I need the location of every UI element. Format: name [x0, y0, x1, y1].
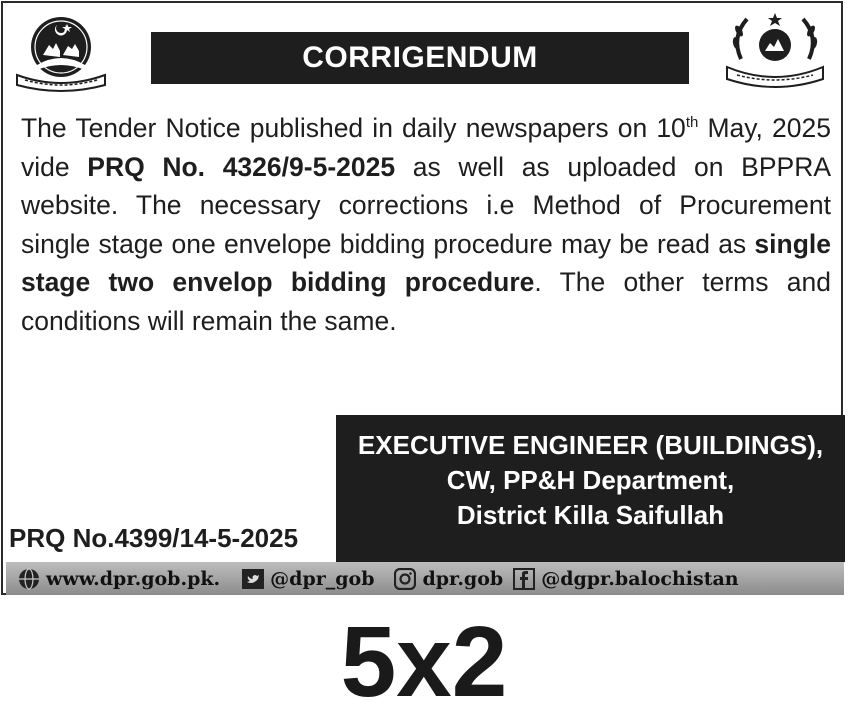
- footer-website[interactable]: www.dpr.gob.pk.: [18, 568, 220, 590]
- social-footer: [6, 562, 844, 595]
- footer-twitter[interactable]: @dpr_gob: [242, 568, 374, 590]
- notice-body: The Tender Notice published in daily newspapers on 10th May, 2025 vide PRQ No. 4326/9-5-2025 as well as uploaded on BPPRA website. The necessary corrections i.e Method of Procurement single stage one envelope bidding procedure may be read as single stage two envelop bidding procedure. The other terms and conditions will remain the same.: [21, 113, 832, 336]
- signatory-department: CW, PP&H Department,: [446, 465, 735, 495]
- corrected-procedure: single stage two envelop bidding procedure: [21, 228, 831, 297]
- page-title: CORRIGENDUM: [151, 32, 689, 84]
- facebook-icon: [513, 568, 535, 590]
- twitter-icon: [242, 568, 264, 590]
- signatory-block: [336, 415, 845, 562]
- notice-frame: [1, 1, 843, 595]
- signatory-district: District Killa Saifullah: [456, 500, 725, 530]
- government-emblem-icon: [13, 9, 109, 97]
- footer-facebook[interactable]: @dgpr.balochistan: [513, 568, 738, 590]
- prq-number: PRQ No.4399/14-5-2025: [9, 523, 299, 553]
- department-emblem-icon: [719, 9, 831, 89]
- instagram-icon: [394, 568, 416, 590]
- prq-reference: PRQ No. 4326/9-5-2025: [87, 151, 396, 182]
- footer-instagram[interactable]: dpr.gob: [394, 568, 503, 590]
- ad-size-label: 5x2: [340, 606, 508, 718]
- ordinal-suffix: th: [685, 114, 699, 132]
- signatory-title: EXECUTIVE ENGINEER (BUILDINGS),: [357, 430, 824, 460]
- globe-icon: [18, 568, 40, 590]
